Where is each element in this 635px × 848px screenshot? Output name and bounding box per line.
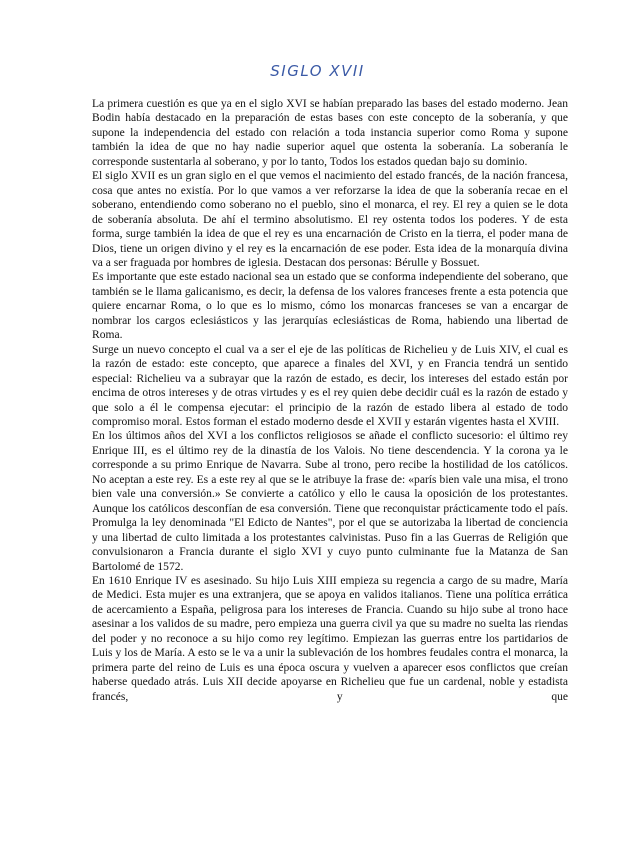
paragraph: Es importante que este estado nacional sea un estado que se conforma independiente del soberano, que también se le llama galicanismo, es decir, la defensa de los valores franceses frente a esta potencia que quiere encarnar Roma, o lo que es lo mismo, cómo los monarcas franceses se van a encargar de nombrar los cargos eclesiásticos y las jerarquías eclesiásticas de Roma, habiendo una libertad de Roma. bbox=[92, 271, 568, 342]
paragraph: En los últimos años del XVI a los conflictos religiosos se añade el conflicto sucesorio: el último rey Enrique III, es el último rey de la dinastía de los Valois. No tiene descendencia. Y la corona ya le corresponde a su primo Enrique de Navarra. Sube al trono, pero recibe la hostilidad de los católicos. No aceptan a este rey. Es a este rey al que se le atribuye la frase de: «parís bien vale una misa, el trono bien vale una conversión.» Se convierte a católico y ello le causa la oposición de los protestantes. Aunque los católicos desconfían de esa conversión. Tiene que reconquistar prácticamente todo el país. Promulga la ley denominada "El Edicto de Nantes", por el que se autorizaba la libertad de conciencia y una libertad de culto limitada a los protestantes calvinistas. Puso fin a las Guerras de Religión que convulsionaron a Francia durante el siglo XVI y cuyo punto culminante fue la Matanza de San Bartolomé de 1572. bbox=[92, 430, 568, 573]
paragraph: Surge un nuevo concepto el cual va a ser el eje de las políticas de Richelieu y de Luis XIV, el cual es la razón de estado: este concepto, que aparece a finales del XVI, y en Francia tendrá un sentido especial: Richelieu va a subrayar que la razón de estado, es decir, los intereses del estado están por encima de otros intereses y de otras virtudes y es el rey quien debe decidir cuál es la razón de estado y que solo a él le compensa ejecutar: el principio de la razón de estado libera al estado de todo compromiso moral. Estos forman el estado moderno desde el XVII y estarán vigentes hasta el XVIII. bbox=[92, 343, 568, 428]
page-title: SIGLO XVII bbox=[270, 62, 365, 80]
paragraph: En 1610 Enrique IV es asesinado. Su hijo Luis XIII empieza su regencia a cargo de su madre, María de Medici. Esta mujer es una extranjera, que se apoya en validos italianos. Tiene una política errática de acercamiento a España, peligrosa para los intereses de Francia. Cuando su hijo sube al trono hace asesinar a los validos de su madre, pero empieza una guerra civil ya que su madre no suelta las riendas del poder y no reconoce a su hijo como rey legítimo. Empiezan las guerras entre los partidarios de Luis y los de María. A esto se le va a unir la sublevación de los hombres feudales contra el monarca, la primera parte del reino de Luis es una época oscura y vuelven a aparecer esos conflictos que creían haberse quedado atrás. Luis XII decide apoyarse en Richelieu que fue un cardenal, noble y estadista francés, y que bbox=[92, 574, 568, 703]
paragraph: La primera cuestión es que ya en el siglo XVI se habían preparado las bases del estado moderno. Jean Bodin había destacado en la preparación de estas bases con este concepto de la soberanía, y que supone la independencia del estado con relación a toda instancia superior como Roma y supone también la idea de que no hay nadie superior aquel que ostenta la soberanía. La soberanía le corresponde sustentarla al soberano, y por lo tanto, Todos los estados quedan bajo su dominio. bbox=[92, 98, 568, 168]
document-body bbox=[92, 97, 568, 704]
paragraph: El siglo XVII es un gran siglo en el que vemos el nacimiento del estado francés, de la nación francesa, cosa que antes no existía. Por lo que vamos a ver reforzarse la idea de que la soberanía recae en el soberano, entendiendo como soberano no el pueblo, sino el monarca, el rey. El rey a quien se le dota de soberanía absoluta. De ahí el termino absolutismo. El rey ostenta todos los poderes. Y de esta forma, surge también la idea de que el rey es una encarnación de Cristo en la tierra, el poder mana de Dios, tiene un origen divino y el rey es la encarnación de ese poder. Esta idea de la monarquía divina va a ser fraguada por hombres de iglesia. Destacan dos personas: Bérulle y Bossuet. bbox=[92, 170, 568, 269]
